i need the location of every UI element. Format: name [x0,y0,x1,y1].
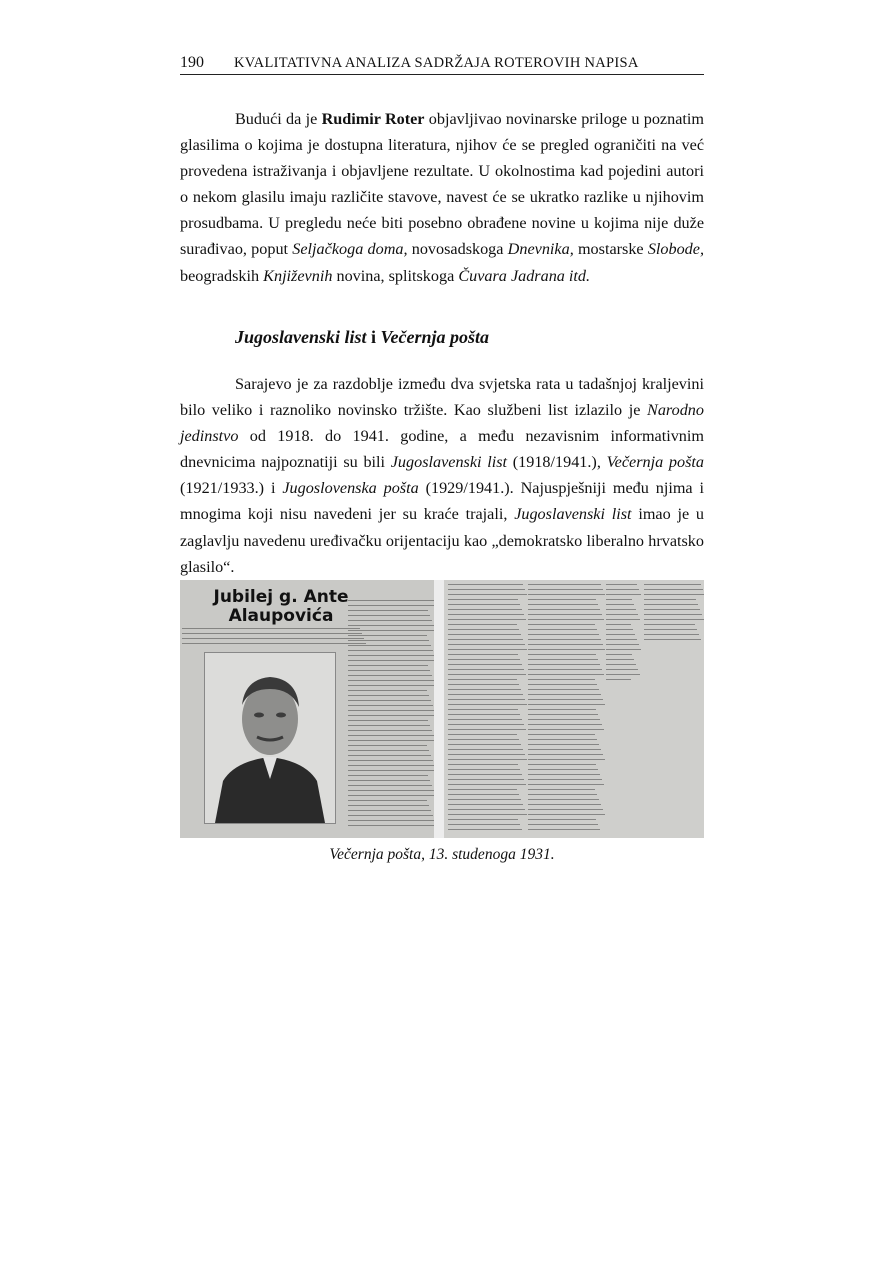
newsprint-line [528,644,603,645]
newsprint-line [448,784,526,785]
newsprint-line [528,789,595,790]
newsprint-line [528,704,605,705]
newsprint-line [528,649,605,650]
page-number: 190 [180,54,204,71]
newsprint-line [528,669,602,670]
newsprint-line [348,790,434,791]
newsprint-line [448,739,519,740]
newsprint-line [348,720,428,721]
text-run: (1918/1941.), [507,453,607,472]
newsprint-line [606,639,637,640]
newsprint-line [448,639,523,640]
newsprint-line [348,750,429,751]
clipping-headline [196,588,366,626]
newsprint-line [644,619,704,620]
newsprint-line [528,759,605,760]
newsprint-line [448,674,526,675]
paragraph-intro [180,106,704,289]
newsprint-line [448,719,522,720]
newsprint-line [528,599,596,600]
newsprint-line [348,665,428,666]
newsprint-line [448,614,524,615]
newsprint-line [448,629,519,630]
newsprint-line [348,660,437,661]
newsprint-line [348,815,433,816]
newsprint-line [348,635,427,636]
newsprint-line [528,709,596,710]
newsprint-line [348,600,435,601]
newsprint-line [528,664,600,665]
newsprint-line [528,779,602,780]
newsprint-line [182,643,366,644]
clipping-right-page [444,580,704,838]
newsprint-line [528,629,597,630]
newsprint-line [528,679,595,680]
newsprint-line [606,659,634,660]
newsprint-line [448,749,523,750]
newsprint-line [528,729,604,730]
text-run: objavljivao novinarske priloge u poznatim glasilima o kojima je dostupna literatura, njihov će se pregled ograničiti na već provedena istraživanja i objavljene rezultate. U okolnostima kad pojedini autori o nekom glasilu imaju različite stavove, navest će se ukratko razlike u njihovim prosudbama. U pregledu neće biti posebno obrađene novine u kojima nije duže surađivao, poput [180,110,704,259]
clipping-headline-line: Alaupovića [228,606,334,626]
clipping-left-page [180,580,438,838]
newsprint-line [644,604,698,605]
newsprint-line [606,619,640,620]
newsprint-line [644,599,696,600]
newsprint-line [348,820,435,821]
newsprint-line [348,705,433,706]
text-run: novina, splitskoga [332,266,459,285]
newsprint-line [348,785,432,786]
newsprint-line [348,770,437,771]
figure-caption: Večernja pošta, 13. studenoga 1931. [329,846,555,863]
text-run: mostarske [573,240,648,259]
newsprint-line [448,644,525,645]
newsprint-line [606,654,632,655]
newsprint-line [448,714,520,715]
newsprint-line [528,774,600,775]
newsprint-line [448,609,522,610]
newsprint-line [606,674,640,675]
newsprint-line [644,624,695,625]
publication-title: Narodno jedinstvo [180,401,704,446]
newsprint-line [348,620,432,621]
newsprint-line [448,824,520,825]
newsprint-line [348,695,429,696]
newsprint-line [528,739,597,740]
newsprint-line [528,814,605,815]
newsprint-line [448,734,517,735]
newsprint-line [528,639,601,640]
publication-title: Večernja pošta [606,453,705,472]
newsprint-line [606,669,638,670]
heading-title-part: Večernja pošta [380,327,490,347]
text-run: beogradskih [180,266,264,285]
newsprint-line [448,769,520,770]
newsprint-line [644,609,700,610]
newsprint-line [528,764,596,765]
newsprint-line [448,649,527,650]
newsprint-line [644,629,697,630]
newsprint-line [448,589,525,590]
newsprint-line [528,744,599,745]
newsprint-line [528,804,601,805]
newsprint-line [644,594,704,595]
newsprint-line [348,735,434,736]
newsprint-line [348,700,431,701]
newsprint-line [606,609,636,610]
running-title: KVALITATIVNA ANALIZA SADRŽAJA ROTEROVIH NAPISA [234,55,639,71]
newsprint-line [528,824,598,825]
newsprint-line [528,754,603,755]
newsprint-line [528,684,597,685]
newsprint-line [528,689,599,690]
portrait-figure [205,653,335,823]
newsprint-line [348,625,434,626]
newsprint-line [448,669,524,670]
newsprint-line [448,689,521,690]
newsprint-line [528,589,603,590]
newsprint-line [606,584,637,585]
newsprint-line [644,614,702,615]
text-run: (1921/1933.) i [180,479,283,498]
newsprint-line [448,679,517,680]
newsprint-line [644,589,703,590]
newsprint-line [448,764,518,765]
newsprint-line [528,734,595,735]
newsprint-line [448,829,522,830]
newsprint-line [348,805,429,806]
newsprint-line [448,794,519,795]
newsprint-line [348,610,428,611]
person-name: Rudimir Roter [321,110,425,128]
newsprint-line [348,690,427,691]
newsprint-line [348,795,436,796]
text-run: Budući da je [235,110,322,128]
newsprint-line [528,799,599,800]
newsprint-line [348,775,428,776]
newsprint-line [528,694,601,695]
newsprint-line [348,780,430,781]
newsprint-line [606,649,641,650]
newsprint-line [348,755,431,756]
newsprint-line [348,760,433,761]
paragraph-sarajevo [180,371,704,580]
newsprint-line [448,694,523,695]
portrait-photo [204,652,336,824]
newsprint-line [528,634,599,635]
newsprint-line [448,814,527,815]
newsprint-line [528,699,603,700]
newsprint-line [348,680,434,681]
newsprint-line [606,634,635,635]
publication-title: Dnevnika, [507,240,574,259]
publication-title: Jugoslovenska pošta [282,479,419,498]
newsprint-line [528,829,600,830]
newsprint-line [182,638,364,639]
newsprint-line [448,624,517,625]
newsprint-line [182,628,360,629]
newsprint-line [348,615,430,616]
newsprint-line [606,664,636,665]
newsprint-line [528,659,598,660]
newsprint-line [448,684,519,685]
newsprint-line [528,584,601,585]
newsprint-line [348,715,437,716]
newsprint-line [448,659,520,660]
newsprint-line [528,614,602,615]
newsprint-line [348,800,427,801]
newsprint-line [348,810,431,811]
newsprint-line [644,639,701,640]
text-run: (1929/1941.). Najuspješniji među njima i mnogima koji nisu navedeni jer su kraće trajali, [180,479,704,524]
clipping-fold [434,580,444,838]
newsprint-line [348,655,435,656]
newsprint-line [348,630,436,631]
newsprint-line [348,765,435,766]
clipping-headline-line: Jubilej g. Ante [213,587,349,607]
newsprint-line [348,685,436,686]
publication-title: Čuvara Jadrana itd. [458,266,591,285]
running-header [180,52,704,75]
newsprint-line [448,654,518,655]
newsprint-line [448,789,517,790]
newsprint-line [528,604,598,605]
newsprint-line [528,769,598,770]
newsprint-line [348,675,432,676]
newsprint-line [448,759,527,760]
newsprint-line [644,584,701,585]
newsprint-line [606,599,632,600]
newsprint-line [348,730,432,731]
newsprint-line [528,609,600,610]
newsprint-line [528,619,604,620]
newsprint-line [348,650,433,651]
newsprint-line [448,584,523,585]
newsprint-line [606,604,634,605]
newsprint-line [644,634,699,635]
newsprint-line [348,725,430,726]
heading-title-part: Jugoslavenski list [235,327,367,347]
newsprint-line [528,749,601,750]
newsprint-line [448,744,521,745]
newsprint-line [448,709,518,710]
newsprint-line [448,599,518,600]
publication-title: Jugoslavenski list [514,505,632,524]
newsprint-line [448,604,520,605]
newsprint-line [528,819,596,820]
newsprint-line [528,809,603,810]
section-heading [235,327,489,348]
newsprint-line [606,614,638,615]
newsprint-line [182,633,362,634]
newsprint-line [448,809,525,810]
newsprint-line [448,774,522,775]
newsprint-line [528,624,595,625]
newsprint-line [348,745,427,746]
text-run: novosadskoga [407,240,508,259]
publication-title: Seljačkoga doma, [292,240,408,259]
newsprint-line [606,679,631,680]
newsprint-line [528,674,604,675]
text-run: imao je u zaglavlju navedenu uređivačku orijentaciju kao „demokratsko liberalno hrvatsko glasilo“. [180,505,705,576]
newsprint-line [348,640,429,641]
newsprint-line [348,740,436,741]
newsprint-line [528,794,597,795]
newsprint-line [528,724,602,725]
newsprint-line [448,804,523,805]
newsprint-line [448,704,527,705]
newsprint-line [448,699,525,700]
newsprint-line [348,710,435,711]
newsprint-line [528,784,604,785]
newsprint-line [448,799,521,800]
newsprint-line [606,629,633,630]
newsprint-line [448,729,526,730]
newsprint-line [528,654,596,655]
newsprint-line [448,594,527,595]
newsprint-line [448,754,525,755]
newsprint-line [606,594,641,595]
publication-title: Slobode, [647,240,705,259]
newsprint-line [348,670,430,671]
newsprint-line [348,825,437,826]
newsprint-line [448,779,524,780]
heading-conjunction: i [366,327,381,347]
newsprint-line [528,714,598,715]
newsprint-line [448,634,521,635]
newsprint-line [348,645,431,646]
newspaper-clipping-photo [180,580,704,838]
text-run: Sarajevo je za razdoblje između dva svjetska rata u tadašnjoj kraljevini bilo veliko i raznoliko novinsko tržište. Kao službeni list izlazilo je [180,375,704,420]
newsprint-line [448,819,518,820]
newsprint-line [448,664,522,665]
clipping-subheadline [182,626,364,648]
text-run: od 1918. do 1941. godine, a među nezavisnim informativnim dnevnicima najpoznatiji su bili [180,427,704,472]
newsprint-line [606,624,631,625]
newsprint-line [606,644,639,645]
publication-title: Književnih [263,266,333,285]
newsprint-line [528,719,600,720]
newsprint-line [606,589,639,590]
newsprint-line [348,605,437,606]
publication-title: Jugoslavenski list [390,453,508,472]
newsprint-line [528,594,605,595]
newsprint-line [448,619,526,620]
newsprint-line [448,724,524,725]
